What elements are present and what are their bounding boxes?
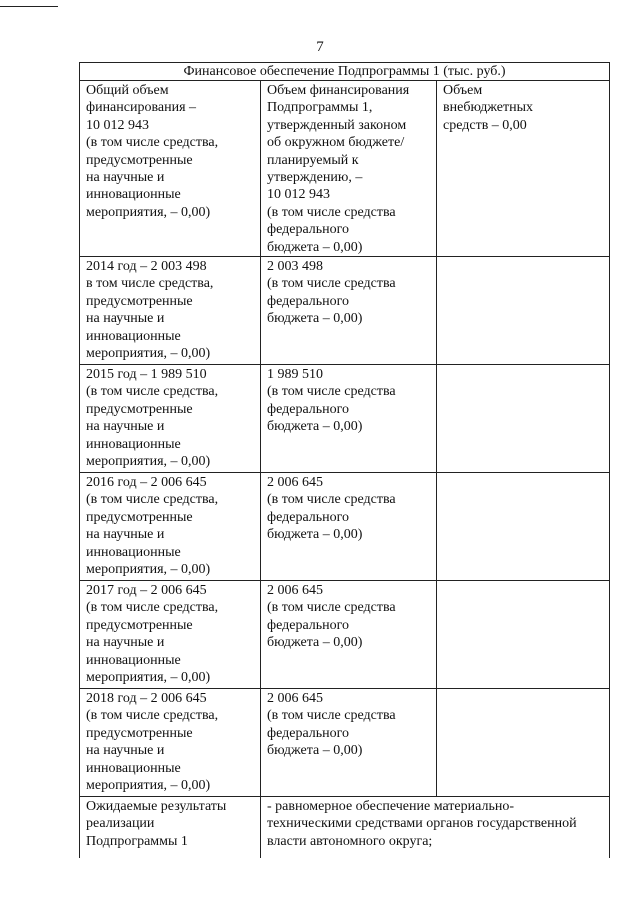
year-row-2018 bbox=[80, 689, 610, 797]
cell-line: 1 989 510 bbox=[267, 367, 323, 383]
table-title-row bbox=[80, 63, 610, 81]
cell-line: в том числе средства, bbox=[86, 276, 214, 292]
cell-line: внебюджетных bbox=[443, 100, 534, 116]
year-total-cell bbox=[80, 689, 261, 797]
cell-line: предусмотренные bbox=[86, 509, 193, 525]
cell-line: мероприятия, – 0,00) bbox=[86, 346, 211, 362]
cell-line: мероприятия, – 0,00) bbox=[86, 562, 211, 578]
results-text-cell bbox=[261, 797, 610, 859]
cell-line: федерального bbox=[267, 725, 350, 741]
year-extra-cell bbox=[437, 365, 610, 473]
year-budget-cell bbox=[261, 473, 437, 581]
cell-line: бюджета – 0,00) bbox=[267, 239, 363, 255]
year-extra-cell bbox=[437, 257, 610, 365]
year-total-cell bbox=[80, 473, 261, 581]
cell-line: 2 006 645 bbox=[267, 583, 323, 599]
cell-line: предусмотренные bbox=[86, 401, 193, 417]
cell-line: (в том числе средства, bbox=[86, 600, 219, 616]
cell-line: на научные и bbox=[86, 419, 165, 435]
cell-line: планируемый к bbox=[267, 152, 359, 168]
cell-line: 2017 год – 2 006 645 bbox=[86, 583, 207, 599]
cell-line: инновационные bbox=[86, 760, 181, 776]
cell-line: бюджета – 0,00) bbox=[267, 743, 363, 759]
page-number: 7 bbox=[316, 39, 324, 55]
year-budget-cell bbox=[261, 581, 437, 689]
year-row-2014 bbox=[80, 257, 610, 365]
cell-line: 2014 год – 2 003 498 bbox=[86, 259, 207, 275]
cell-line: (в том числе средства bbox=[267, 204, 396, 220]
results-row bbox=[80, 797, 610, 859]
year-row-2016 bbox=[80, 473, 610, 581]
year-total-cell bbox=[80, 365, 261, 473]
cell-line: (в том числе средства bbox=[267, 600, 396, 616]
cell-line: утверждению, – bbox=[267, 170, 363, 186]
cell-line: 10 012 943 bbox=[86, 117, 149, 133]
cell-line: утвержденный законом bbox=[267, 117, 407, 133]
cell-line: финансирования – bbox=[86, 100, 197, 116]
cell-line: федерального bbox=[267, 401, 350, 417]
cell-line: федерального bbox=[267, 222, 350, 238]
cell-line: (в том числе средства, bbox=[86, 135, 219, 151]
year-total-cell bbox=[80, 581, 261, 689]
cell-line: на научные и bbox=[86, 527, 165, 543]
cell-line: мероприятия, – 0,00) bbox=[86, 670, 211, 686]
cell-line: средств – 0,00 bbox=[443, 117, 527, 133]
cell-line: мероприятия, – 0,00) bbox=[86, 454, 211, 470]
cell-line: Объем финансирования bbox=[267, 83, 410, 98]
financing-table bbox=[79, 62, 610, 858]
cell-line: предусмотренные bbox=[86, 725, 193, 741]
cell-line: Общий объем bbox=[86, 83, 169, 98]
table-header-row bbox=[80, 81, 610, 257]
cell-line: Подпрограммы 1, bbox=[267, 100, 373, 116]
cell-line: бюджета – 0,00) bbox=[267, 527, 363, 543]
cell-line: на научные и bbox=[86, 743, 165, 759]
cell-line: реализации bbox=[86, 816, 155, 832]
cell-line: 2018 год – 2 006 645 bbox=[86, 691, 207, 707]
year-extra-cell bbox=[437, 473, 610, 581]
cell-line: власти автономного округа; bbox=[267, 833, 433, 849]
year-budget-cell bbox=[261, 689, 437, 797]
cell-line: 2016 год – 2 006 645 bbox=[86, 475, 207, 491]
cell-line: техническими средствами органов государственной bbox=[267, 816, 577, 832]
cell-line: бюджета – 0,00) bbox=[267, 419, 363, 435]
cell-line: (в том числе средства, bbox=[86, 384, 219, 400]
cell-line: Ожидаемые результаты bbox=[86, 799, 227, 815]
cell-line: инновационные bbox=[86, 652, 181, 668]
cell-line: на научные и bbox=[86, 170, 165, 186]
year-extra-cell bbox=[437, 581, 610, 689]
cell-line: мероприятия, – 0,00) bbox=[86, 204, 211, 220]
cell-line: 2015 год – 1 989 510 bbox=[86, 367, 207, 383]
total-financing-cell bbox=[80, 81, 261, 257]
results-label-cell bbox=[80, 797, 261, 859]
cell-line: инновационные bbox=[86, 328, 181, 344]
cell-line: инновационные bbox=[86, 436, 181, 452]
cell-line: предусмотренные bbox=[86, 293, 193, 309]
top-rule bbox=[0, 6, 58, 7]
cell-line: мероприятия, – 0,00) bbox=[86, 778, 211, 794]
cell-line: (в том числе средства bbox=[267, 276, 396, 292]
year-extra-cell bbox=[437, 689, 610, 797]
cell-line: (в том числе средства bbox=[267, 708, 396, 724]
year-total-cell bbox=[80, 257, 261, 365]
cell-line: Подпрограммы 1 bbox=[86, 833, 188, 849]
cell-line: федерального bbox=[267, 617, 350, 633]
cell-line: 2 006 645 bbox=[267, 475, 323, 491]
cell-line: 2 006 645 bbox=[267, 691, 323, 707]
cell-line: федерального bbox=[267, 293, 350, 309]
cell-line: об окружном бюджете/ bbox=[267, 135, 405, 151]
table-title: Финансовое обеспечение Подпрограммы 1 (тыс. руб.) bbox=[80, 63, 610, 81]
cell-line: - равномерное обеспечение материально- bbox=[267, 799, 514, 815]
extrabudgetary-cell bbox=[437, 81, 610, 257]
cell-line: Объем bbox=[443, 83, 483, 98]
cell-line: на научные и bbox=[86, 635, 165, 651]
cell-line: (в том числе средства, bbox=[86, 492, 219, 508]
year-row-2015 bbox=[80, 365, 610, 473]
budget-financing-cell bbox=[261, 81, 437, 257]
cell-line: бюджета – 0,00) bbox=[267, 635, 363, 651]
cell-line: федерального bbox=[267, 509, 350, 525]
cell-line: (в том числе средства bbox=[267, 384, 396, 400]
year-budget-cell bbox=[261, 365, 437, 473]
cell-line: предусмотренные bbox=[86, 152, 193, 168]
cell-line: 10 012 943 bbox=[267, 187, 330, 203]
cell-line: на научные и bbox=[86, 311, 165, 327]
cell-line: инновационные bbox=[86, 187, 181, 203]
year-budget-cell bbox=[261, 257, 437, 365]
cell-line: предусмотренные bbox=[86, 617, 193, 633]
cell-line: 2 003 498 bbox=[267, 259, 323, 275]
year-row-2017 bbox=[80, 581, 610, 689]
cell-line: (в том числе средства bbox=[267, 492, 396, 508]
cell-line: бюджета – 0,00) bbox=[267, 311, 363, 327]
cell-line: инновационные bbox=[86, 544, 181, 560]
cell-line: (в том числе средства, bbox=[86, 708, 219, 724]
